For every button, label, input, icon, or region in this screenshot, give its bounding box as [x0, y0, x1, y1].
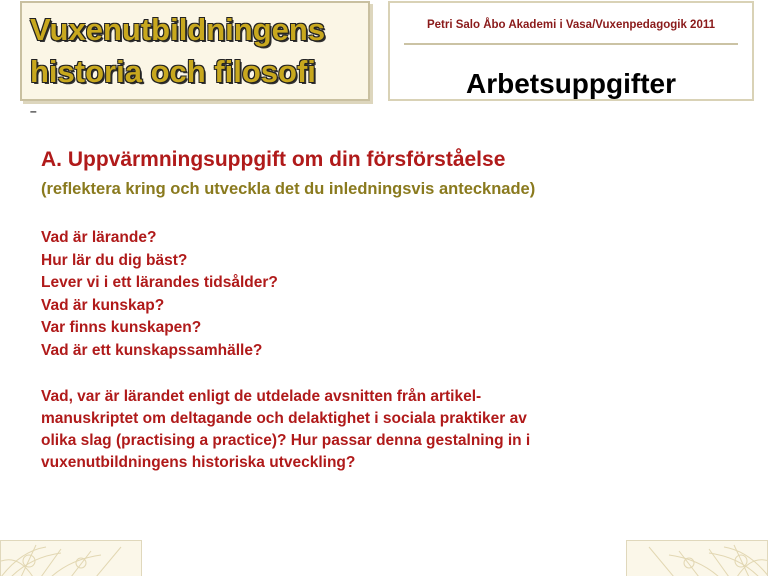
question-item: Lever vi i ett lärandes tidsålder?: [41, 274, 278, 291]
corner-ornament-left-graphic: [1, 541, 142, 576]
corner-ornament-left: [0, 540, 142, 576]
task-paragraph: [41, 386, 721, 474]
task-line: vuxenutbildningens historiska utveckling?: [41, 454, 356, 471]
course-title: [30, 9, 325, 93]
question-item: Vad är kunskap?: [41, 296, 165, 314]
task-line: manuskriptet om deltagande och delaktighet i sociala praktiker av: [41, 410, 527, 427]
task-line: olika slag (practising a practice)? Hur passar denna gestalning in i: [41, 432, 531, 449]
question-item: Var finns kunskapen?: [41, 319, 202, 336]
section-subheading: (reflektera kring och utveckla det du inledningsvis antecknade): [41, 180, 536, 198]
header-panel: [388, 1, 754, 101]
header-divider: [404, 43, 738, 45]
corner-ornament-right-graphic: [627, 541, 768, 576]
page-title: Arbetsuppgifter: [466, 68, 676, 99]
course-title-line-1: Vuxenutbildningens: [30, 12, 326, 47]
question-item: Hur lär du dig bäst?: [41, 251, 188, 269]
task-line: Vad, var är lärandet enligt de utdelade avsnitten från artikel-: [41, 388, 482, 405]
corner-ornament-right: [626, 540, 768, 576]
question-list: [41, 227, 278, 362]
course-title-line-2: historia och filosofi: [30, 54, 316, 89]
question-item: Vad är lärande?: [41, 229, 157, 246]
question-item: Vad är ett kunskapssamhälle?: [41, 341, 263, 359]
title-box: [20, 1, 370, 101]
author-line: Petri Salo Åbo Akademi i Vasa/Vuxenpedagogik 2011: [426, 19, 716, 31]
section-heading: A. Uppvärmningsuppgift om din försförståelse: [41, 148, 506, 171]
title-dash: –: [30, 104, 37, 118]
